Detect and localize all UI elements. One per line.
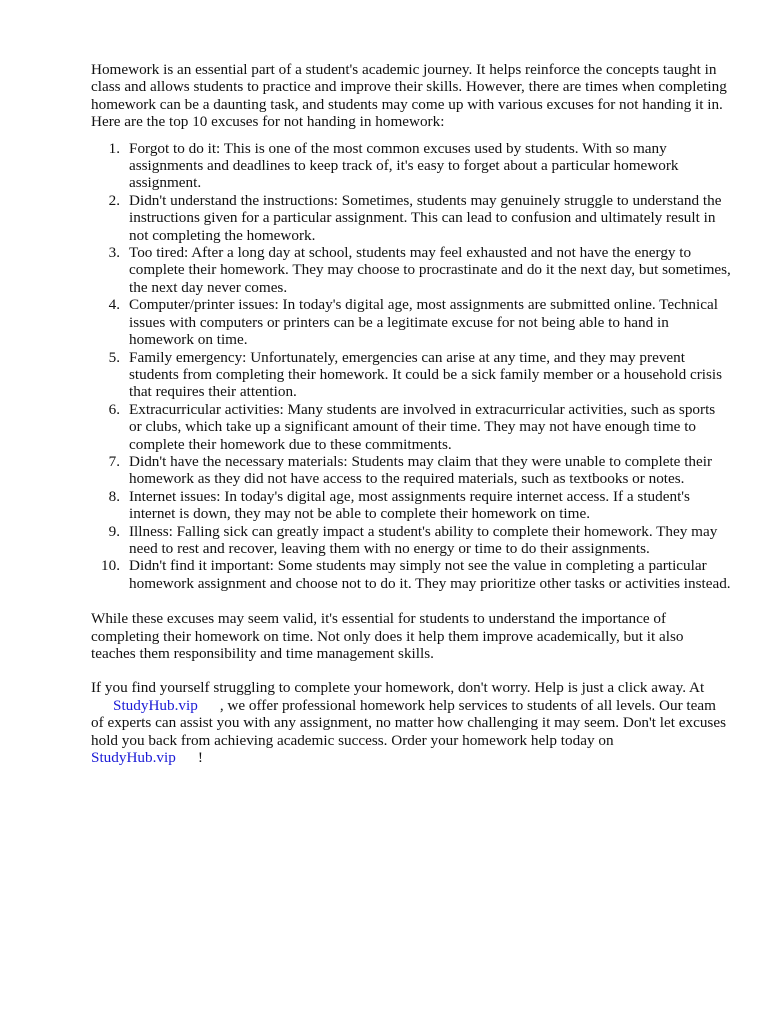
list-number: 7. bbox=[108, 452, 120, 470]
list-number: 2. bbox=[108, 191, 120, 209]
list-item bbox=[91, 140, 731, 192]
list-item-text: Extracurricular activities: Many students are involved in extracurricular activities, such as sports or clubs, which take up a significant amount of their time. They may not have enough time to complete their homework due to these commitments. bbox=[129, 400, 716, 453]
list-item-text: Didn't find it important: Some students may simply not see the value in completing a particular homework assignment and choose not to do it. They may prioritize other tasks or activities instead. bbox=[129, 557, 731, 592]
cta-end-text: ! bbox=[197, 749, 203, 767]
list-item-text: Too tired: After a long day at school, students may feel exhausted and not have the energy to complete their homework. They may choose to procrastinate and do it the next day, but sometimes, the next day never comes. bbox=[129, 244, 731, 296]
list-item bbox=[91, 401, 731, 453]
list-item bbox=[91, 349, 731, 401]
list-number: 8. bbox=[108, 487, 120, 505]
document-page bbox=[91, 61, 731, 766]
studyhub-link[interactable]: StudyHub.vip bbox=[113, 696, 198, 714]
list-item-text: Family emergency: Unfortunately, emergencies can arise at any time, and they may prevent students from completing their homework. It could be a sick family member or a household crisis that requires their attention. bbox=[129, 348, 723, 401]
cta-middle-text: , we offer professional homework help services to students of all levels. Our team of experts can assist you with any assignment, no matter how challenging it may seem. Don't let excuses hold you back from achieving academic success. Order your homework help today on bbox=[91, 696, 726, 749]
list-number: 1. bbox=[108, 139, 120, 157]
list-number: 6. bbox=[108, 400, 120, 418]
list-item bbox=[91, 244, 731, 296]
list-item bbox=[91, 488, 731, 523]
list-item bbox=[91, 557, 731, 592]
list-item-text: Didn't have the necessary materials: Students may claim that they were unable to complete their homework as they did not have access to the required materials, such as textbooks or notes. bbox=[129, 452, 713, 488]
list-item bbox=[91, 453, 731, 488]
list-item bbox=[91, 523, 731, 558]
list-item bbox=[91, 296, 731, 348]
intro-paragraph: Homework is an essential part of a student's academic journey. It helps reinforce the concepts taught in class and allows students to practice and improve their skills. However, there are times when completing homework can be a daunting task, and students may come up with various excuses for not handing it in. Here are the top 10 excuses for not handing in homework: bbox=[91, 61, 727, 131]
list-item-text: Forgot to do it: This is one of the most common excuses used by students. With so many assignments and deadlines to keep track of, it's easy to forget about a particular homework assignment. bbox=[129, 139, 679, 192]
list-number: 3. bbox=[108, 244, 120, 262]
list-item-text: Illness: Falling sick can greatly impact a student's ability to complete their homework. They may need to rest and recover, leaving them with no energy or time to do their assignments. bbox=[129, 522, 718, 557]
list-number: 4. bbox=[108, 296, 120, 314]
list-number: 5. bbox=[108, 348, 120, 366]
list-number: 9. bbox=[108, 522, 120, 540]
list-item bbox=[91, 192, 731, 244]
excuses-list bbox=[91, 140, 731, 593]
call-to-action-paragraph bbox=[91, 679, 731, 766]
list-item-text: Computer/printer issues: In today's digital age, most assignments are submitted online. Technical issues with computers or printers can be a legitimate excuse for not being able to hand in homework on time. bbox=[129, 296, 718, 349]
list-item-text: Internet issues: In today's digital age, most assignments require internet access. If a student's internet is down, they may not be able to complete their homework on time. bbox=[129, 487, 690, 523]
studyhub-link-2[interactable]: StudyHub.vip bbox=[91, 749, 176, 767]
list-number: 10. bbox=[101, 557, 120, 575]
cta-lead-text: If you find yourself struggling to complete your homework, don't worry. Help is just a click away. At bbox=[91, 679, 705, 697]
list-item-text: Didn't understand the instructions: Sometimes, students may genuinely struggle to understand the instructions given for a particular assignment. This can lead to confusion and ultimately result in not completing the homework. bbox=[129, 191, 722, 244]
conclusion-paragraph: While these excuses may seem valid, it's essential for students to understand the importance of completing their homework on time. Not only does it help them improve academically, but it also teaches them responsibility and time management skills. bbox=[91, 610, 684, 662]
